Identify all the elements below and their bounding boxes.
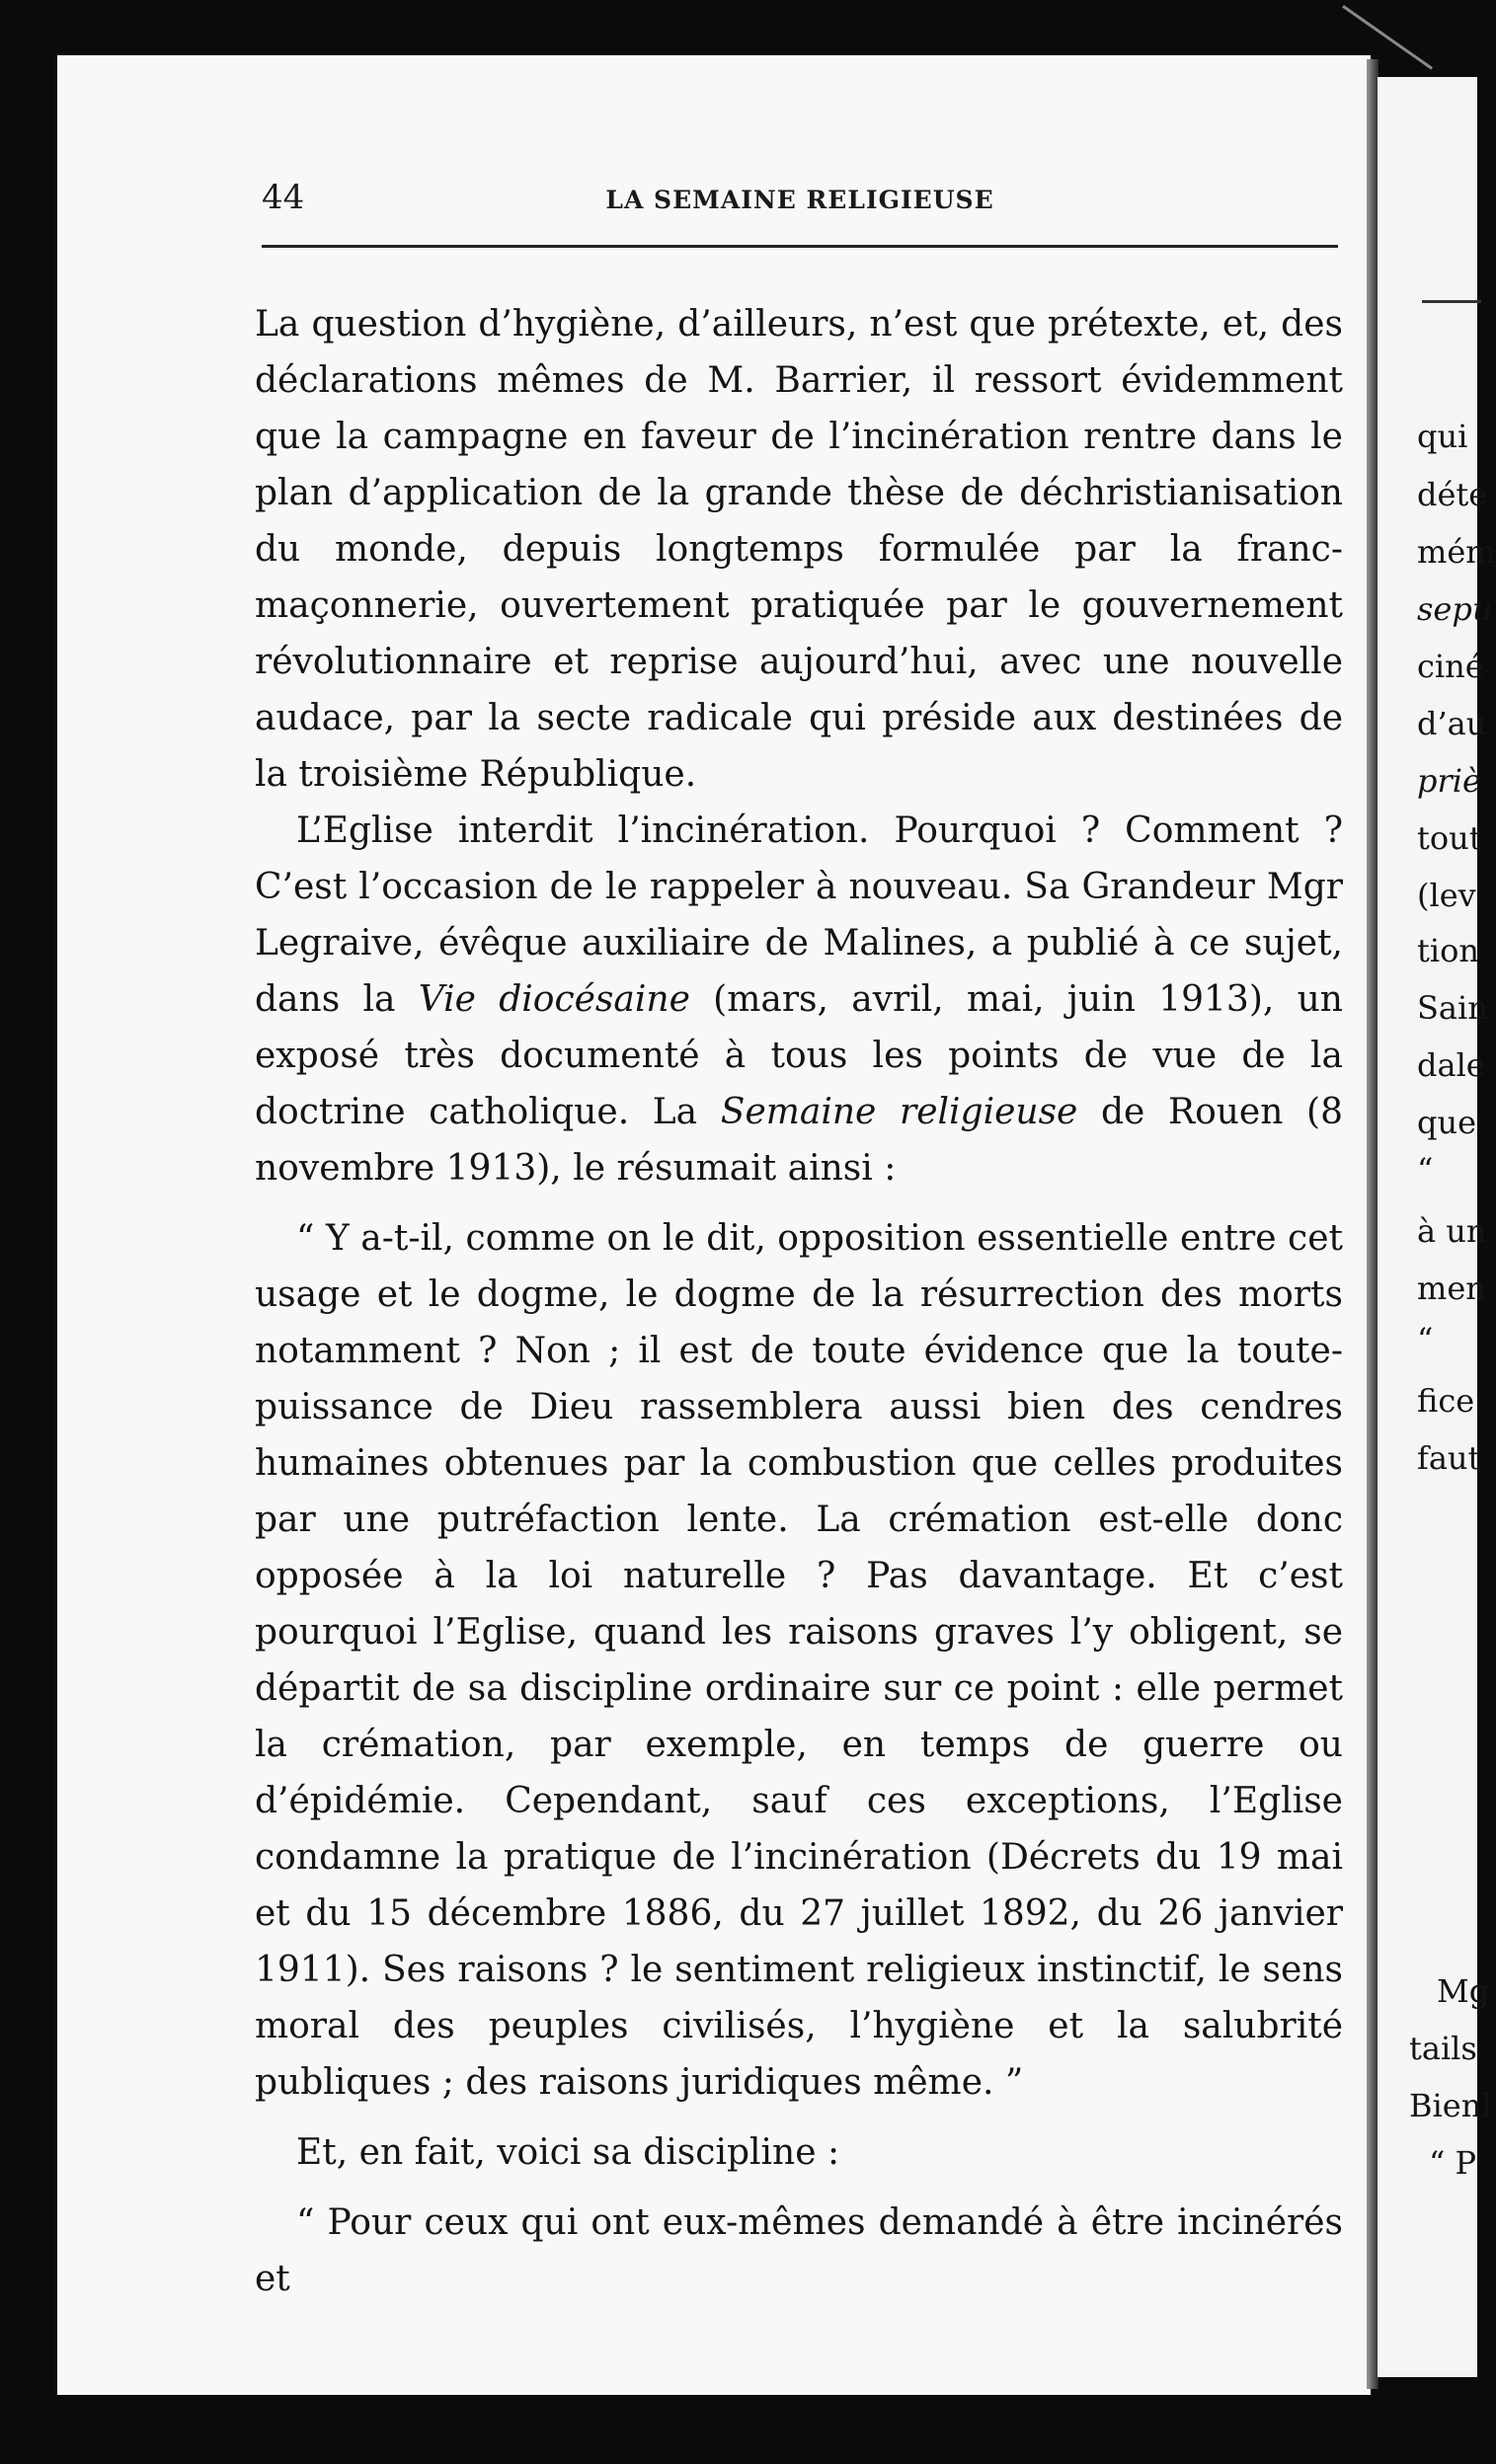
- running-title: LA SEMAINE RELIGIEUSE: [605, 186, 994, 214]
- paragraph-2: [255, 803, 1343, 1196]
- paragraph-4: Et, en fait, voici sa discipline :: [296, 2132, 840, 2173]
- paragraph-1: La question d’hygiène, d’ailleurs, n’est que prétexte, et, des déclarations mêmes de M. Barrier, il ressort évidemment que la campagne en faveur de l’incinération rentre dans le plan d’application de la grande thèse de déchristianisation du monde, depuis longtemps formulée par la franc-maçonnerie, ouvertement pratiquée par le gouvernement révolutionnaire et reprise aujourd’hui, avec une nouvelle audace, par la secte radicale qui préside aux destinées de la troisième République.: [255, 304, 1343, 795]
- side-line: mém: [1417, 533, 1496, 571]
- side-line: “: [1417, 1151, 1434, 1189]
- header-rule: [262, 245, 1338, 248]
- side-line: tion: [1417, 932, 1479, 969]
- right-page-rule: [1422, 300, 1481, 303]
- side-line: Bienl: [1409, 2087, 1492, 2124]
- side-line: Mg: [1437, 1972, 1490, 2010]
- side-line: (lev: [1417, 877, 1476, 914]
- paragraph-5: “ Pour ceux qui ont eux-mêmes demandé à être incinérés et: [255, 2202, 1343, 2299]
- side-line: sepu: [1417, 590, 1493, 628]
- right-page-edge: [1378, 77, 1496, 2377]
- side-line: dale: [1417, 1046, 1485, 1084]
- side-line: priè: [1417, 762, 1481, 800]
- quotation: “ Y a-t-il, comme on le dit, opposition essentielle entre cet usage et le dogme, le dogme de la résurrection des morts notamment ? Non ; il est de toute évidence que la toute-puissance de Dieu rassemblera aussi bien des cendres humaines obtenues par la combustion que celles produites par une putréfaction lente. La crémation est-elle donc opposée à la loi naturelle ? Pas davantage. Et c’est pourquoi l’Eglise, quand les raisons graves l’y obligent, se départit de sa discipline ordinaire sur ce point : elle permet la crémation, par exemple, en temps de guerre ou d’épidémie. Cependant, sauf ces exceptions, l’Eglise condamne la pratique de l’incinération (Décrets du 19 mai et du 15 décembre 1886, du 27 juillet 1892, du 26 janvier 1911). Ses raisons ? le sentiment religieux instinctif, le sens moral des peuples civilisés, l’hygiène et la salubrité publiques ; des raisons juridiques même. ”: [255, 1218, 1343, 2103]
- side-line: tails: [1409, 2030, 1477, 2067]
- side-line: déte: [1417, 476, 1488, 513]
- side-line: ciné: [1417, 648, 1484, 685]
- journal-title-semaine-religieuse: Semaine religieuse: [720, 1092, 1078, 1132]
- paragraph-2-part-b: (mars, avril, mai, juin 1913), un exposé très documenté à tous les points de vue de la doctrine catholique. La: [255, 979, 1343, 1132]
- side-line: faut: [1417, 1439, 1481, 1477]
- side-line: d’au: [1417, 705, 1487, 742]
- paragraph-2-part-c: de Rouen (8 novembre 1913), le résumait ainsi :: [255, 1092, 1343, 1189]
- side-line: que: [1417, 1104, 1477, 1141]
- side-line: men: [1417, 1270, 1486, 1307]
- side-line: Sain: [1417, 989, 1488, 1027]
- paragraph-2-part-a: L’Eglise interdit l’incinération. Pourquoi ? Comment ? C’est l’occasion de le rappeler à nouveau. Sa Grandeur Mgr Legraive, évêque auxiliaire de Malines, a publié à ce sujet, dans la: [255, 810, 1343, 1020]
- side-line: qui: [1417, 418, 1468, 455]
- page-number: 44: [262, 178, 305, 217]
- side-line: “: [1417, 1321, 1434, 1358]
- side-line: fice: [1417, 1382, 1475, 1420]
- page-header: [262, 178, 1338, 227]
- journal-title-vie-diocesaine: Vie diocésaine: [418, 979, 690, 1020]
- main-text: [255, 296, 1343, 2307]
- side-line: tout: [1417, 819, 1482, 857]
- side-line: à un: [1417, 1212, 1487, 1250]
- side-line: “ P: [1429, 2144, 1477, 2182]
